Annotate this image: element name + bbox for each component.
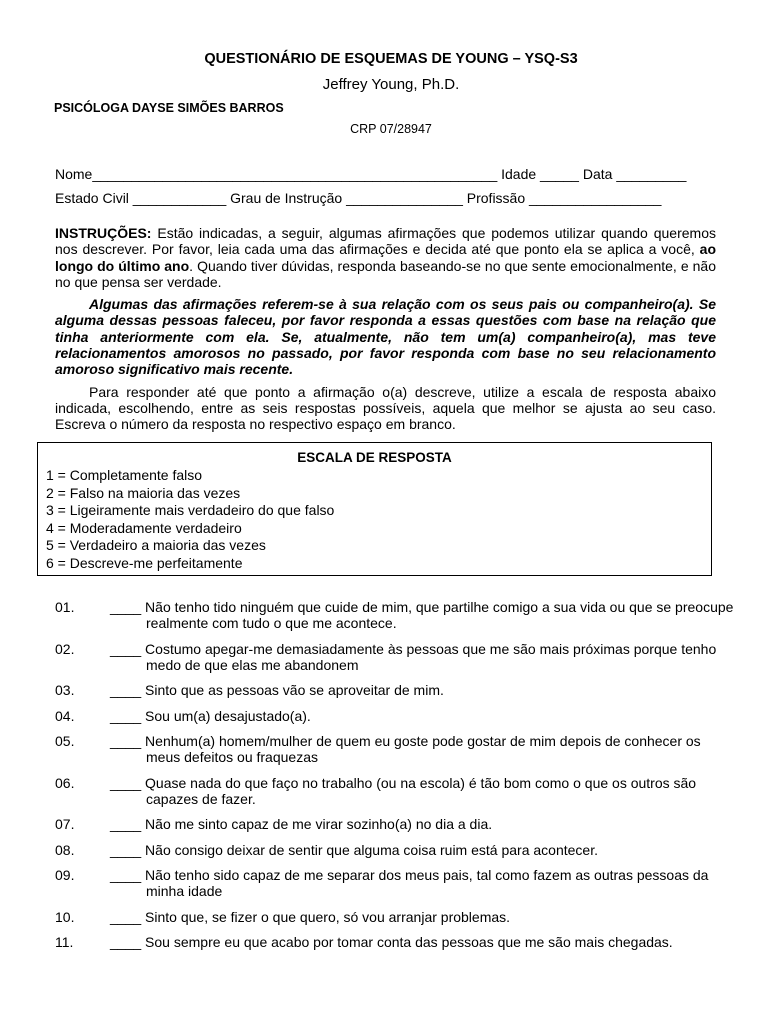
scale-item: 5 = Verdadeiro a maioria das vezes — [46, 537, 266, 554]
scale-item: 1 = Completamente falso — [46, 467, 203, 483]
answer-blank[interactable]: ____ — [110, 682, 142, 699]
question-item — [55, 867, 735, 899]
question-text: Sou sempre eu que acabo por tomar conta das pessoas que me são mais chegadas. — [145, 933, 673, 950]
question-text: Costumo apegar-me demasiadamente às pessoas que me são mais próximas porque tenho medo de que elas me abandonem — [145, 640, 717, 673]
answer-blank[interactable]: ____ — [110, 816, 142, 833]
question-item — [55, 775, 735, 807]
author-name: Jeffrey Young, Ph.D. — [322, 76, 460, 93]
question-item — [55, 599, 735, 631]
question-item — [55, 682, 735, 698]
last-year-emphasis: ao longo do último ano — [55, 241, 716, 274]
question-text: Sinto que, se fizer o que quero, só vou arranjar problemas. — [145, 908, 511, 925]
answer-blank[interactable]: ____ — [110, 640, 142, 657]
answer-blank[interactable]: ____ — [110, 841, 142, 858]
question-number: 07. — [55, 816, 75, 833]
response-scale-box — [37, 442, 712, 576]
question-list — [55, 599, 735, 959]
question-text: Sinto que as pessoas vão se aproveitar de mim. — [145, 682, 444, 699]
instructions-paragraph-1: INSTRUÇÕES: Estão indicadas, a seguir, algumas afirmações que podemos utilizar quando queremos nos descrever. Por favor, leia cada uma das afirmações e decida até que ponto ela se aplica a você, ao longo do último ano. Quando tiver dúvidas, responda baseando-se no que sente emocionalmente, e não no que pensa ser verdade. — [55, 225, 716, 290]
question-number: 01. — [55, 599, 75, 615]
question-item — [55, 641, 735, 673]
scale-item: 3 = Ligeiramente mais verdadeiro do que falso — [46, 502, 335, 519]
question-number: 05. — [55, 732, 75, 749]
question-item — [55, 934, 735, 950]
question-text: Não tenho sido capaz de me separar dos meus pais, tal como fazem as outras pessoas da minha idade — [145, 866, 709, 900]
question-text: Não me sinto capaz de me virar sozinho(a) no dia a dia. — [145, 816, 493, 833]
answer-blank[interactable]: ____ — [110, 866, 142, 883]
question-item — [55, 842, 735, 858]
answer-blank[interactable]: ____ — [110, 774, 142, 791]
scale-item: 6 = Descreve-me perfeitamente — [46, 554, 243, 571]
question-number: 02. — [55, 640, 75, 657]
question-text: Sou um(a) desajustado(a). — [145, 707, 311, 724]
question-text: Nenhum(a) homem/mulher de quem eu goste pode gostar de mim depois de conhecer os meus defeitos ou fraquezas — [145, 732, 701, 766]
instructions-label: INSTRUÇÕES: — [55, 225, 152, 241]
answer-blank[interactable]: ____ — [110, 933, 142, 950]
answer-blank[interactable]: ____ — [110, 599, 142, 615]
question-number: 09. — [55, 866, 75, 883]
psychologist-name: PSICÓLOGA DAYSE SIMÕES BARROS — [54, 101, 284, 115]
instructions-paragraph-3: Para responder até que ponto a afirmação o(a) descreve, utilize a escala de resposta abaixo indicada, escolhendo, entre as seis respostas possíveis, aquela que melhor se ajusta ao seu caso. Escreva o número da resposta no respectivo espaço em branco. — [55, 383, 716, 433]
question-item — [55, 708, 735, 724]
question-item — [55, 733, 735, 765]
instructions-section — [55, 225, 716, 439]
question-item — [55, 816, 735, 832]
answer-blank[interactable]: ____ — [110, 908, 142, 925]
answer-blank[interactable]: ____ — [110, 732, 142, 749]
scale-item: 4 = Moderadamente verdadeiro — [46, 519, 242, 536]
crp-number: CRP 07/28947 — [350, 122, 432, 136]
question-text: Não consigo deixar de sentir que alguma coisa ruim está para acontecer. — [145, 841, 598, 858]
question-number: 03. — [55, 682, 75, 699]
question-item — [55, 909, 735, 925]
question-number: 08. — [55, 841, 75, 858]
question-number: 10. — [55, 908, 75, 925]
question-text: Não tenho tido ninguém que cuide de mim, que partilhe comigo a sua vida ou que se preocupe realmente com tudo o que me acontece. — [145, 599, 734, 632]
instructions-paragraph-2: Algumas das afirmações referem-se à sua relação com os seus pais ou companheiro(a). Se alguma dessas pessoas faleceu, por favor responda a essas questões com base na relação que tinha anteriormente com ela. Se, atualmente, não tem um(a) companheiro(a), mas teve relacionamentos amorosos no passado, por favor responda com base no seu relacionamento amoroso significativo mais recente. — [55, 296, 716, 378]
civil-status-education-profession-fields[interactable]: Estado Civil ____________ Grau de Instrução _______________ Profissão _________________ — [55, 190, 662, 206]
name-age-date-fields[interactable]: Nome____________________________________________________ Idade _____ Data _________ — [55, 166, 687, 182]
response-scale-title: ESCALA DE RESPOSTA — [297, 450, 452, 465]
question-number: 06. — [55, 774, 75, 791]
question-text: Quase nada do que faço no trabalho (ou na escola) é tão bom como o que os outros são capazes de fazer. — [145, 774, 697, 807]
scale-item: 2 = Falso na maioria das vezes — [46, 484, 241, 501]
answer-blank[interactable]: ____ — [110, 707, 142, 724]
question-number: 04. — [55, 707, 75, 724]
question-number: 11. — [55, 933, 74, 950]
document-title: QUESTIONÁRIO DE ESQUEMAS DE YOUNG – YSQ-S3 — [204, 51, 578, 67]
